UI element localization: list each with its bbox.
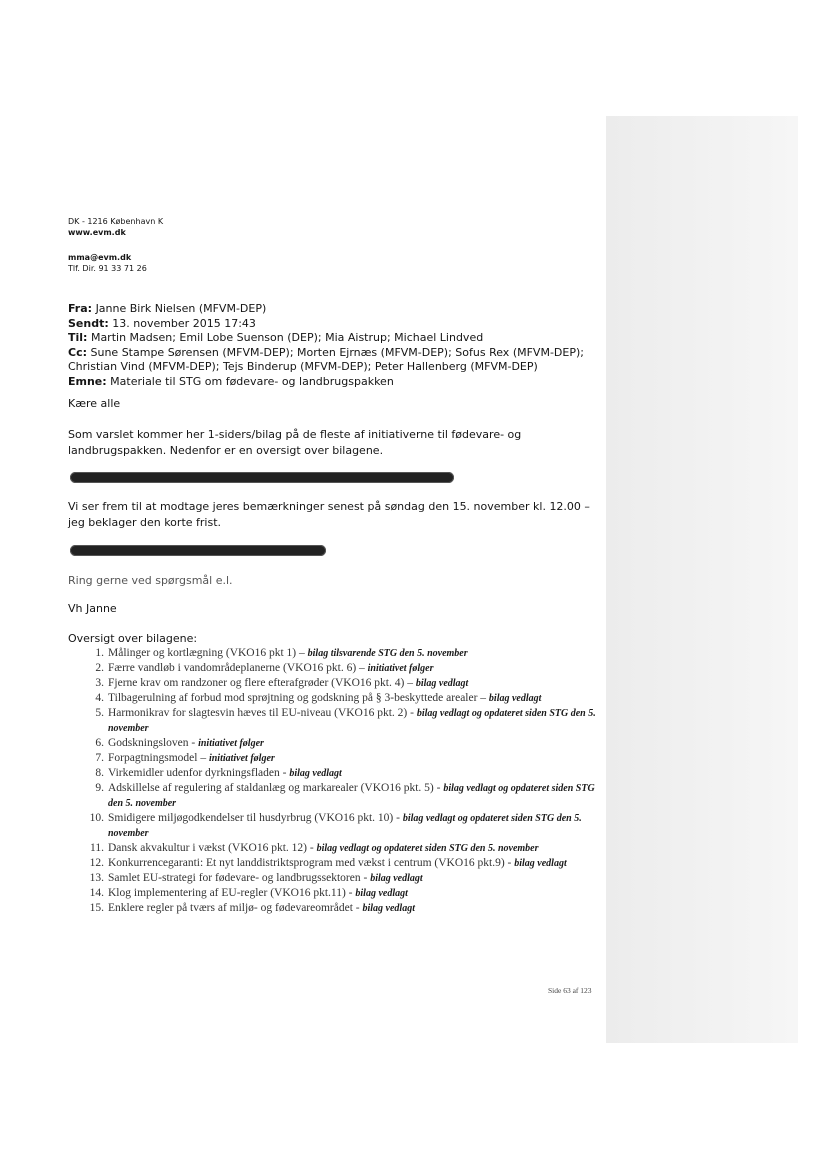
item-text: Virkemidler udenfor dyrkningsfladen - xyxy=(108,767,290,779)
cc-value: Sune Stampe Sørensen (MFVM-DEP); Morten Ejrnæs (MFVM-DEP); Sofus Rex (MFVM-DEP); Christian Vind (MFVM-DEP); Tejs Binderup (MFVM-DEP); Peter Hallenberg (MFVM-DEP) xyxy=(68,345,584,373)
item-text: Færre vandløb i vandområdeplanerne (VKO16 pkt. 6) – xyxy=(108,662,368,674)
list-item xyxy=(68,781,600,811)
item-number: 4. xyxy=(95,692,104,704)
page-number: Side 63 af 123 xyxy=(548,986,592,995)
address: DK - 1216 København K xyxy=(68,217,164,226)
overview-title: Oversigt over bilagene: xyxy=(68,632,198,645)
deadline-paragraph: Vi ser frem til at modtage jeres bemærkninger senest på søndag den 15. november kl. 12.00 – jeg beklager den korte frist. xyxy=(68,500,590,529)
website-link[interactable]: www.evm.dk xyxy=(68,228,126,237)
item-number: 6. xyxy=(95,737,104,749)
item-text: Enklere regler på tværs af miljø- og fødevareområdet - xyxy=(108,902,363,914)
list-item xyxy=(68,676,600,691)
item-number: 2. xyxy=(95,662,104,674)
item-text: Forpagtningsmodel – xyxy=(108,752,209,764)
item-status: bilag vedlagt og opdateret siden STG den 5. november xyxy=(108,783,595,809)
item-text: Harmonikrav for slagtesvin hæves til EU-niveau (VKO16 pkt. 2) - xyxy=(108,707,417,719)
item-status: bilag vedlagt xyxy=(355,888,408,899)
from-value: Janne Birk Nielsen (MFVM-DEP) xyxy=(95,302,267,315)
item-text: Fjerne krav om randzoner og flere efterafgrøder (VKO16 pkt. 4) – xyxy=(108,677,416,689)
to-value: Martin Madsen; Emil Lobe Suenson (DEP); Mia Aistrup; Michael Lindved xyxy=(90,331,484,344)
item-number: 1. xyxy=(95,647,104,659)
list-item xyxy=(68,706,600,736)
item-text: Godskningsloven - xyxy=(108,737,199,749)
list-item xyxy=(68,886,600,901)
email-link[interactable]: mma@evm.dk xyxy=(68,253,132,262)
item-number: 11. xyxy=(90,842,104,854)
item-status: bilag vedlagt xyxy=(370,873,423,884)
item-text: Konkurrencegaranti: Et nyt landdistriktsprogram med vækst i centrum (VKO16 pkt.9) - xyxy=(108,857,515,869)
sent-value: 13. november 2015 17:43 xyxy=(112,316,256,330)
item-status: bilag vedlagt xyxy=(289,768,342,779)
item-number: 13. xyxy=(89,872,104,884)
item-number: 9. xyxy=(95,782,104,794)
list-item xyxy=(68,841,600,856)
item-status: bilag vedlagt xyxy=(488,693,542,704)
item-status: bilag tilsvarende STG den 5. november xyxy=(307,648,468,659)
list-item xyxy=(68,811,600,841)
questions-line: Ring gerne ved spørgsmål e.l. xyxy=(68,574,233,587)
cc-line: Cc: Sune Stampe Sørensen (MFVM-DEP); Morten Ejrnæs (MFVM-DEP); Sofus Rex (MFVM-DEP); Christian Vind (MFVM-DEP); Tejs Binderup (MFVM-DEP); Peter Hallenberg (MFVM-DEP) xyxy=(68,345,584,373)
redaction-bar xyxy=(70,472,454,483)
from-line: Fra: Janne Birk Nielsen (MFVM-DEP) xyxy=(68,302,267,315)
item-text: Målinger og kortlægning (VKO16 pkt 1) – xyxy=(108,647,308,659)
list-item xyxy=(68,661,600,676)
intro-paragraph: Som varslet kommer her 1-siders/bilag på de fleste af initiativerne til fødevare- og landbrugspakken. Nedenfor er en oversigt over bilagene. xyxy=(68,428,522,457)
item-number: 10. xyxy=(89,812,104,824)
list-item xyxy=(68,691,600,706)
list-item xyxy=(68,751,600,766)
item-status: initiativet følger xyxy=(367,663,434,674)
item-status: bilag vedlagt og opdateret siden STG den 5. november xyxy=(316,843,539,854)
item-status: initiativet følger xyxy=(208,753,275,764)
item-text: Smidigere miljøgodkendelser til husdyrbrug (VKO16 pkt. 10) - xyxy=(108,812,403,824)
to-line: Til: Martin Madsen; Emil Lobe Suenson (DEP); Mia Aistrup; Michael Lindved xyxy=(68,331,484,344)
list-item xyxy=(68,646,600,661)
signoff: Vh Janne xyxy=(68,602,117,615)
item-status: bilag vedlagt xyxy=(514,858,567,869)
item-status: bilag vedlagt xyxy=(415,678,469,689)
email-header xyxy=(68,302,598,389)
item-number: 12. xyxy=(89,857,104,869)
item-text: Tilbagerulning af forbud mod sprøjtning og godskning på § 3-beskyttede arealer – xyxy=(108,692,489,704)
item-number: 14. xyxy=(89,887,104,899)
item-status: bilag vedlagt xyxy=(362,903,415,914)
item-text: Dansk akvakultur i vækst (VKO16 pkt. 12) - xyxy=(108,842,317,854)
list-item xyxy=(68,871,600,886)
attachment-list xyxy=(68,646,600,916)
greeting: Kære alle xyxy=(68,397,121,410)
list-item xyxy=(68,766,600,781)
item-status: bilag vedlagt og opdateret siden STG den 5. november xyxy=(108,708,596,734)
item-number: 7. xyxy=(95,752,104,764)
item-text: Samlet EU-strategi for fødevare- og landbrugssektoren - xyxy=(108,872,371,884)
scan-margin-shading xyxy=(606,116,798,1043)
item-number: 5. xyxy=(95,707,104,719)
list-item xyxy=(68,736,600,751)
item-text: Adskillelse af regulering af staldanlæg og markarealer (VKO16 pkt. 5) - xyxy=(108,782,444,794)
subject-value: Materiale til STG om fødevare- og landbrugspakken xyxy=(110,374,394,388)
letterhead xyxy=(68,216,163,274)
item-number: 8. xyxy=(95,767,104,779)
item-text: Klog implementering af EU-regler (VKO16 pkt.11) - xyxy=(108,887,356,899)
item-status: initiativet følger xyxy=(198,738,264,749)
list-item xyxy=(68,901,600,916)
item-number: 15. xyxy=(89,902,104,914)
subject-line: Emne: Materiale til STG om fødevare- og landbrugspakken xyxy=(68,374,394,388)
list-item xyxy=(68,856,600,871)
item-status: bilag vedlagt og opdateret siden STG den 5. november xyxy=(108,813,582,839)
redaction-bar xyxy=(70,545,326,556)
item-number: 3. xyxy=(95,677,104,689)
sent-line: Sendt: 13. november 2015 17:43 xyxy=(68,316,256,330)
phone: Tlf. Dir. 91 33 71 26 xyxy=(68,264,147,273)
